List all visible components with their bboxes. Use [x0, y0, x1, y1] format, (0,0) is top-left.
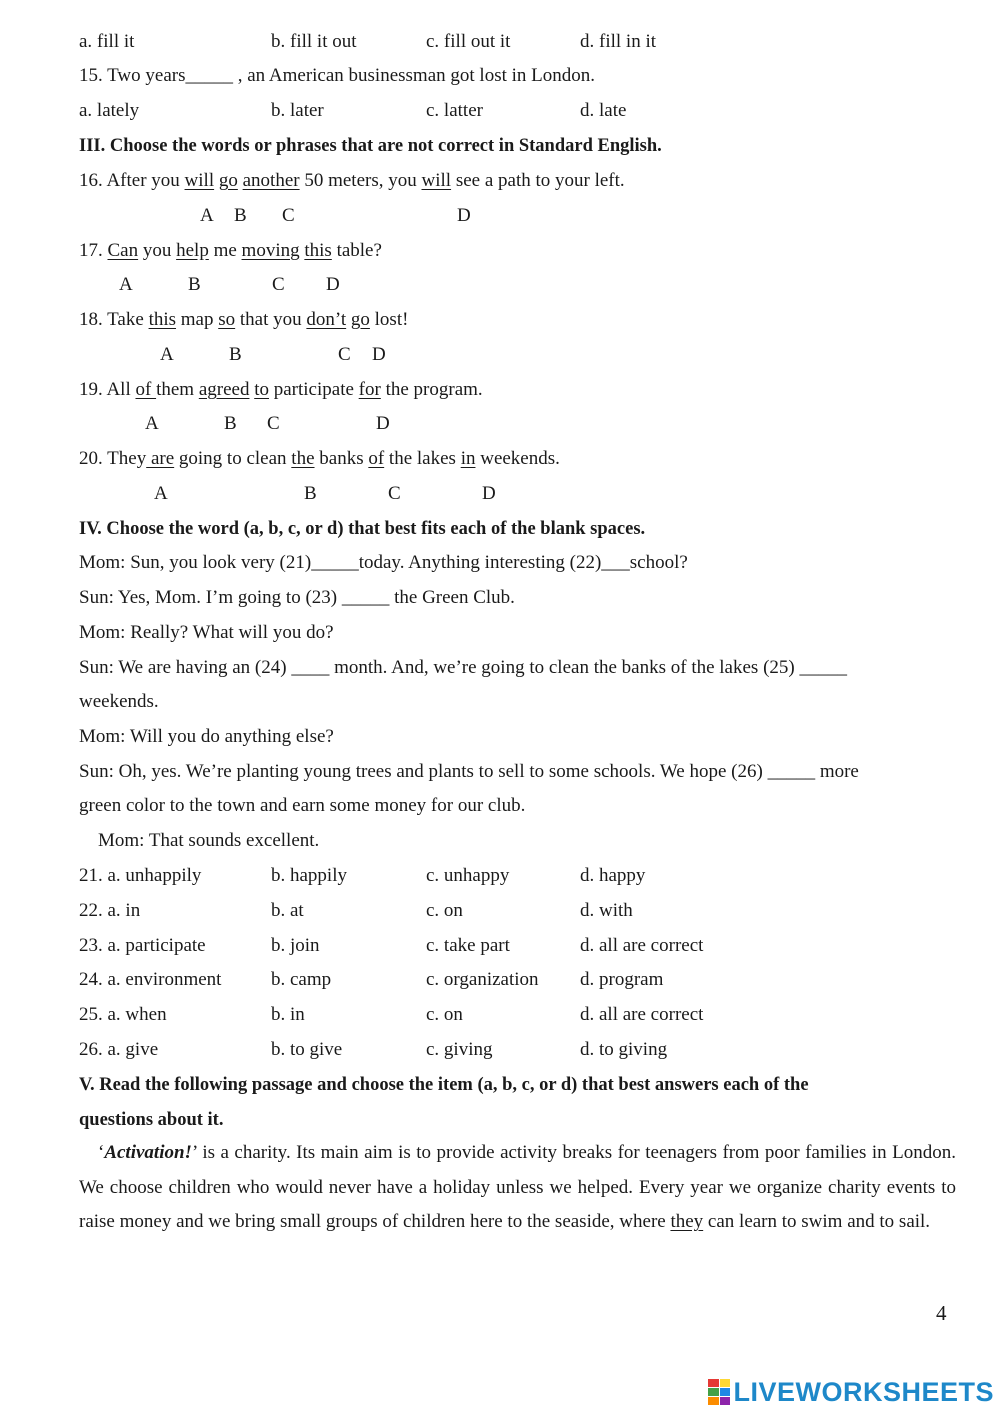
q25-options — [79, 1003, 959, 1027]
option-c: c. unhappy — [426, 865, 510, 886]
underline-d[interactable]: for — [358, 379, 381, 400]
letter-d: D — [376, 413, 390, 434]
letter-a: A — [154, 483, 168, 504]
underline-a[interactable]: of — [135, 379, 157, 400]
option-a: 22. a. in — [79, 900, 141, 921]
option-c: c. on — [426, 1004, 463, 1025]
option-c: c. on — [426, 900, 463, 921]
option-c: c. take part — [426, 935, 510, 956]
option-b: b. at — [271, 900, 304, 921]
underline-b[interactable]: agreed — [198, 379, 250, 400]
underline-a[interactable]: Can — [107, 240, 139, 261]
letter-c: C — [272, 274, 285, 295]
option-b: b. join — [271, 935, 320, 956]
underline-a[interactable]: are — [146, 448, 175, 469]
letter-d: D — [372, 344, 386, 365]
q22-options — [79, 899, 959, 923]
letter-c: C — [282, 205, 295, 226]
letter-a: A — [145, 413, 159, 434]
logo-icon — [708, 1379, 730, 1405]
option-c: c. organization — [426, 969, 539, 990]
dialogue-line: Mom: Really? What will you do? — [79, 622, 334, 643]
option-d: d. all are correct — [580, 1004, 704, 1025]
dialogue-line: Sun: We are having an (24) ____ month. And, we’re going to clean the banks of the lakes (25) _____ — [79, 657, 847, 678]
option-d: d. late — [580, 100, 627, 121]
option-d: d. program — [580, 969, 664, 990]
underline-c[interactable]: another — [242, 170, 300, 191]
q14-options — [79, 30, 959, 54]
option-d: d. to giving — [580, 1039, 668, 1060]
letter-b: B — [224, 413, 237, 434]
letter-d: D — [457, 205, 471, 226]
dialogue-line: Mom: Sun, you look very (21)_____today. Anything interesting (22)___school? — [79, 552, 688, 573]
section-3-heading: III. Choose the words or phrases that are not correct in Standard English. — [79, 136, 662, 156]
option-d: d. all are correct — [580, 935, 704, 956]
underline-b[interactable]: go — [218, 170, 238, 191]
option-c: c. fill out it — [426, 31, 511, 52]
option-a: 26. a. give — [79, 1039, 159, 1060]
option-c: c. giving — [426, 1039, 493, 1060]
question-15: 15. Two years_____ , an American businessman got lost in London. — [79, 65, 596, 86]
option-b: b. fill it out — [271, 31, 357, 52]
letter-b: B — [229, 344, 242, 365]
underline-d[interactable]: this — [304, 240, 332, 261]
option-b: b. happily — [271, 865, 347, 886]
letter-d: D — [482, 483, 496, 504]
underline-c[interactable]: moving — [241, 240, 300, 261]
page-number: 4 — [936, 1301, 947, 1325]
letter-a: A — [200, 205, 214, 226]
dialogue-line: Sun: Yes, Mom. I’m going to (23) _____ the Green Club. — [79, 587, 515, 608]
underline-a[interactable]: this — [148, 309, 177, 330]
section-4-heading: IV. Choose the word (a, b, c, or d) that best fits each of the blank spaces. — [79, 519, 646, 539]
question-19: 19. All of them agreed to participate for the program. — [79, 379, 483, 400]
q26-options — [79, 1038, 959, 1062]
question-20: 20. They are going to clean the banks of the lakes in weekends. — [79, 448, 560, 469]
option-d: d. with — [580, 900, 633, 921]
underline-b[interactable]: the — [291, 448, 315, 469]
option-b: b. in — [271, 1004, 305, 1025]
option-a: a. lately — [79, 100, 140, 121]
reading-passage: ‘Activation!’ is a charity. Its main aim is to provide activity breaks for teenagers from poor families in London. We choose children who would never have a holiday unless we helped. Every year we organize charity events to raise money and we bring small groups of children here to the seaside, where they can learn to swim and to sail. — [79, 1142, 956, 1233]
underline-b[interactable]: so — [218, 309, 236, 330]
question-18: 18. Take this map so that you don’t go lost! — [79, 309, 409, 330]
letter-d: D — [326, 274, 340, 295]
q15-options — [79, 99, 959, 123]
letter-c: C — [338, 344, 351, 365]
underlined-word: they — [670, 1211, 704, 1233]
q23-options — [79, 934, 959, 958]
option-a: 25. a. when — [79, 1004, 167, 1025]
option-c: c. latter — [426, 100, 483, 121]
underline-c[interactable]: to — [254, 379, 269, 400]
letter-c: C — [267, 413, 280, 434]
option-b: b. to give — [271, 1039, 343, 1060]
letter-a: A — [160, 344, 174, 365]
letter-c: C — [388, 483, 401, 504]
dialogue-line: Mom: Will you do anything else? — [79, 726, 334, 747]
underline-b[interactable]: help — [176, 240, 209, 261]
underline-c[interactable]: don’t — [306, 309, 347, 330]
option-a: 23. a. participate — [79, 935, 206, 956]
dialogue-line: weekends. — [79, 691, 159, 712]
underline-d[interactable]: go — [350, 309, 370, 330]
letter-b: B — [188, 274, 201, 295]
option-b: b. camp — [271, 969, 332, 990]
option-a: 24. a. environment — [79, 969, 222, 990]
option-a: 21. a. unhappily — [79, 865, 202, 886]
section-5-heading-cont: questions about it. — [79, 1110, 224, 1130]
underline-d[interactable]: in — [460, 448, 476, 469]
logo-text: LIVEWORKSHEETS — [733, 1376, 994, 1407]
underline-a[interactable]: will — [184, 170, 215, 191]
option-d: d. happy — [580, 865, 646, 886]
option-b: b. later — [271, 100, 324, 121]
liveworksheets-logo — [708, 1375, 994, 1409]
dialogue-line: Sun: Oh, yes. We’re planting young trees and plants to sell to some schools. We hope (26) _____ more — [79, 761, 859, 782]
underline-d[interactable]: will — [421, 170, 452, 191]
q24-options — [79, 968, 959, 992]
letter-b: B — [234, 205, 247, 226]
section-5-heading: V. Read the following passage and choose the item (a, b, c, or d) that best answers each of the — [79, 1075, 809, 1095]
answer-blank[interactable]: _____ — [185, 65, 233, 86]
option-d: d. fill in it — [580, 31, 656, 52]
underline-c[interactable]: of — [368, 448, 385, 469]
letter-a: A — [119, 274, 133, 295]
letter-b: B — [304, 483, 317, 504]
q21-options — [79, 864, 959, 888]
question-17: 17. Can you help me moving this table? — [79, 240, 382, 261]
dialogue-line: Mom: That sounds excellent. — [98, 830, 320, 851]
option-a: a. fill it — [79, 31, 135, 52]
question-16: 16. After you will go another 50 meters, you will see a path to your left. — [79, 170, 625, 191]
charity-name: Activation! — [104, 1142, 192, 1163]
dialogue-line: green color to the town and earn some money for our club. — [79, 795, 526, 816]
